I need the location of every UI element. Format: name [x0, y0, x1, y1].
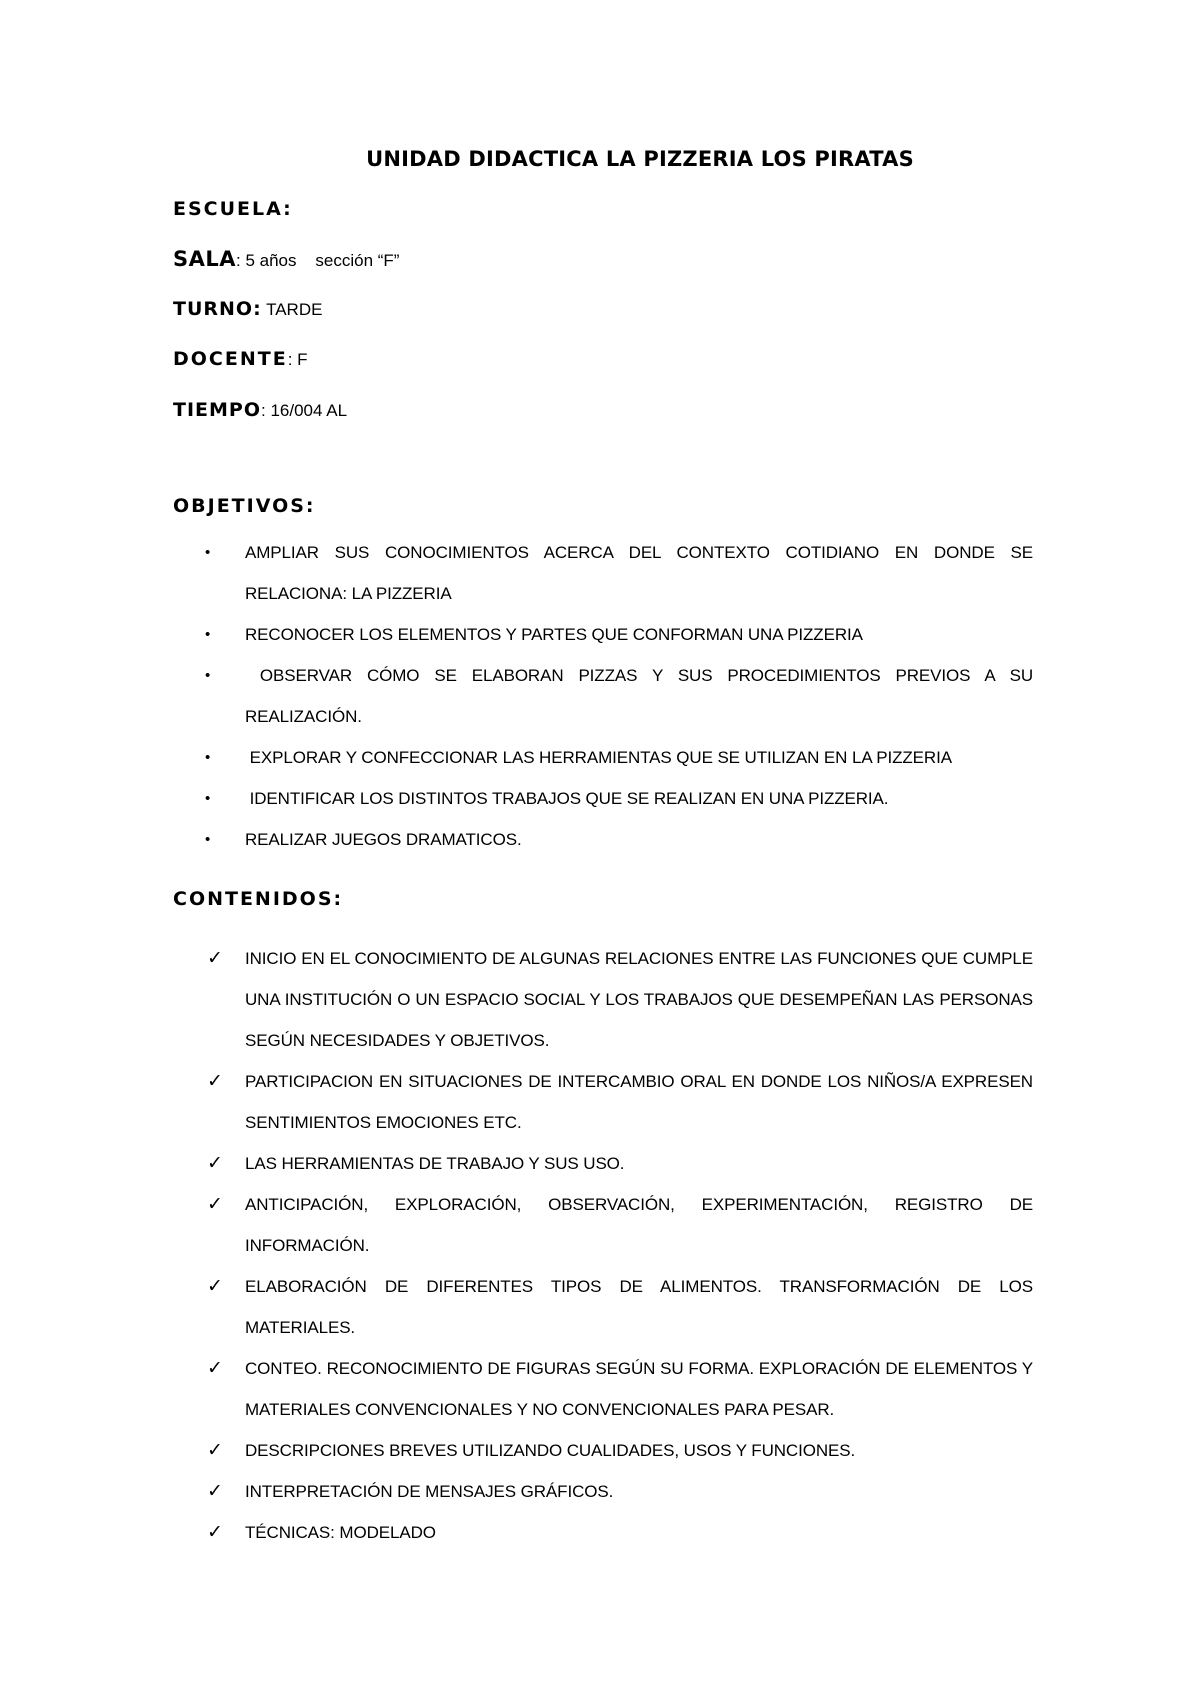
field-turno-label: TURNO:	[173, 298, 262, 320]
checkmark-icon: ✓	[207, 1481, 223, 1502]
contenido-text: ELABORACIÓN DE DIFERENTES TIPOS DE ALIMENTOS. TRANSFORMACIÓN DE LOS MATERIALES.	[245, 1277, 1033, 1337]
field-tiempo-value: : 16/004 AL	[261, 401, 348, 420]
objetivo-text: IDENTIFICAR LOS DISTINTOS TRABAJOS QUE SE REALIZAN EN UNA PIZZERIA.	[245, 789, 889, 808]
objetivos-heading: OBJETIVOS:	[173, 495, 316, 517]
field-docente-value: : F	[287, 350, 308, 369]
bullet-icon: •	[205, 790, 211, 807]
contenido-text: INTERPRETACIÓN DE MENSAJES GRÁFICOS.	[245, 1482, 614, 1501]
field-sala	[173, 247, 399, 273]
objetivo-text: EXPLORAR Y CONFECCIONAR LAS HERRAMIENTAS QUE SE UTILIZAN EN LA PIZZERIA	[245, 748, 952, 767]
list-item	[0, 614, 1033, 655]
checkmark-icon: ✓	[207, 1194, 223, 1215]
objetivo-text: REALIZAR JUEGOS DRAMATICOS.	[245, 830, 522, 849]
list-item	[0, 1430, 1033, 1471]
list-item	[0, 1184, 1033, 1266]
field-turno-value: TARDE	[261, 300, 323, 319]
checkmark-icon: ✓	[207, 1358, 223, 1379]
field-docente-label: DOCENTE	[173, 348, 288, 370]
field-sala-value: : 5 años sección “F”	[236, 251, 400, 270]
field-sala-label: SALA	[173, 247, 237, 271]
checkmark-icon: ✓	[207, 1440, 223, 1461]
contenido-text: ANTICIPACIÓN, EXPLORACIÓN, OBSERVACIÓN, EXPERIMENTACIÓN, REGISTRO DE INFORMACIÓN.	[245, 1195, 1033, 1255]
bullet-icon: •	[205, 749, 211, 766]
list-item	[0, 655, 1038, 737]
objetivos-list	[0, 532, 1038, 860]
objetivo-text: AMPLIAR SUS CONOCIMIENTOS ACERCA DEL CONTEXTO COTIDIANO EN DONDE SE RELACIONA: LA PIZZERIA	[245, 543, 1033, 603]
field-tiempo	[173, 398, 347, 423]
list-item	[0, 532, 1033, 614]
bullet-icon: •	[205, 626, 211, 643]
field-turno	[173, 297, 322, 322]
checkmark-icon: ✓	[207, 1276, 223, 1297]
list-item	[0, 1266, 1033, 1348]
list-item	[0, 1061, 1033, 1143]
list-item	[0, 1143, 1033, 1184]
bullet-icon: •	[205, 831, 211, 848]
bullet-icon: •	[205, 544, 211, 561]
document-title: UNIDAD DIDACTICA LA PIZZERIA LOS PIRATAS	[366, 147, 914, 171]
checkmark-icon: ✓	[207, 1522, 223, 1543]
contenido-text: LAS HERRAMIENTAS DE TRABAJO Y SUS USO.	[245, 1154, 625, 1173]
checkmark-icon: ✓	[207, 948, 223, 969]
checkmark-icon: ✓	[207, 1153, 223, 1174]
field-escuela	[173, 197, 293, 222]
contenido-text: TÉCNICAS: MODELADO	[245, 1523, 436, 1542]
objetivo-text: RECONOCER LOS ELEMENTOS Y PARTES QUE CONFORMAN UNA PIZZERIA	[245, 625, 863, 644]
checkmark-icon: ✓	[207, 1071, 223, 1092]
contenido-text: CONTEO. RECONOCIMIENTO DE FIGURAS SEGÚN SU FORMA. EXPLORACIÓN DE ELEMENTOS Y MATERIALES CONVENCIONALES Y NO CONVENCIONALES PARA PESAR.	[245, 1359, 1033, 1419]
contenido-text: INICIO EN EL CONOCIMIENTO DE ALGUNAS RELACIONES ENTRE LAS FUNCIONES QUE CUMPLE UNA INSTITUCIÓN O UN ESPACIO SOCIAL Y LOS TRABAJOS QUE DESEMPEÑAN LAS PERSONAS SEGÚN NECESIDADES Y OBJETIVOS.	[245, 949, 1033, 1050]
contenidos-heading: CONTENIDOS:	[173, 888, 344, 910]
field-docente	[173, 347, 308, 372]
objetivo-text: OBSERVAR CÓMO SE ELABORAN PIZZAS Y SUS PROCEDIMIENTOS PREVIOS A SU REALIZACIÓN.	[245, 666, 1038, 726]
list-item	[0, 778, 1033, 819]
list-item	[0, 938, 1033, 1061]
contenido-text: PARTICIPACION EN SITUACIONES DE INTERCAMBIO ORAL EN DONDE LOS NIÑOS/A EXPRESEN SENTIMIENTOS EMOCIONES ETC.	[245, 1072, 1033, 1132]
list-item	[0, 819, 1033, 860]
list-item	[0, 1512, 1033, 1553]
contenido-text: DESCRIPCIONES BREVES UTILIZANDO CUALIDADES, USOS Y FUNCIONES.	[245, 1441, 856, 1460]
bullet-icon: •	[205, 667, 211, 684]
list-item	[0, 1471, 1033, 1512]
field-tiempo-label: TIEMPO	[173, 399, 261, 421]
field-escuela-label: ESCUELA:	[173, 198, 293, 220]
list-item	[0, 737, 1033, 778]
list-item	[0, 1348, 1033, 1430]
contenidos-list	[0, 938, 1033, 1553]
